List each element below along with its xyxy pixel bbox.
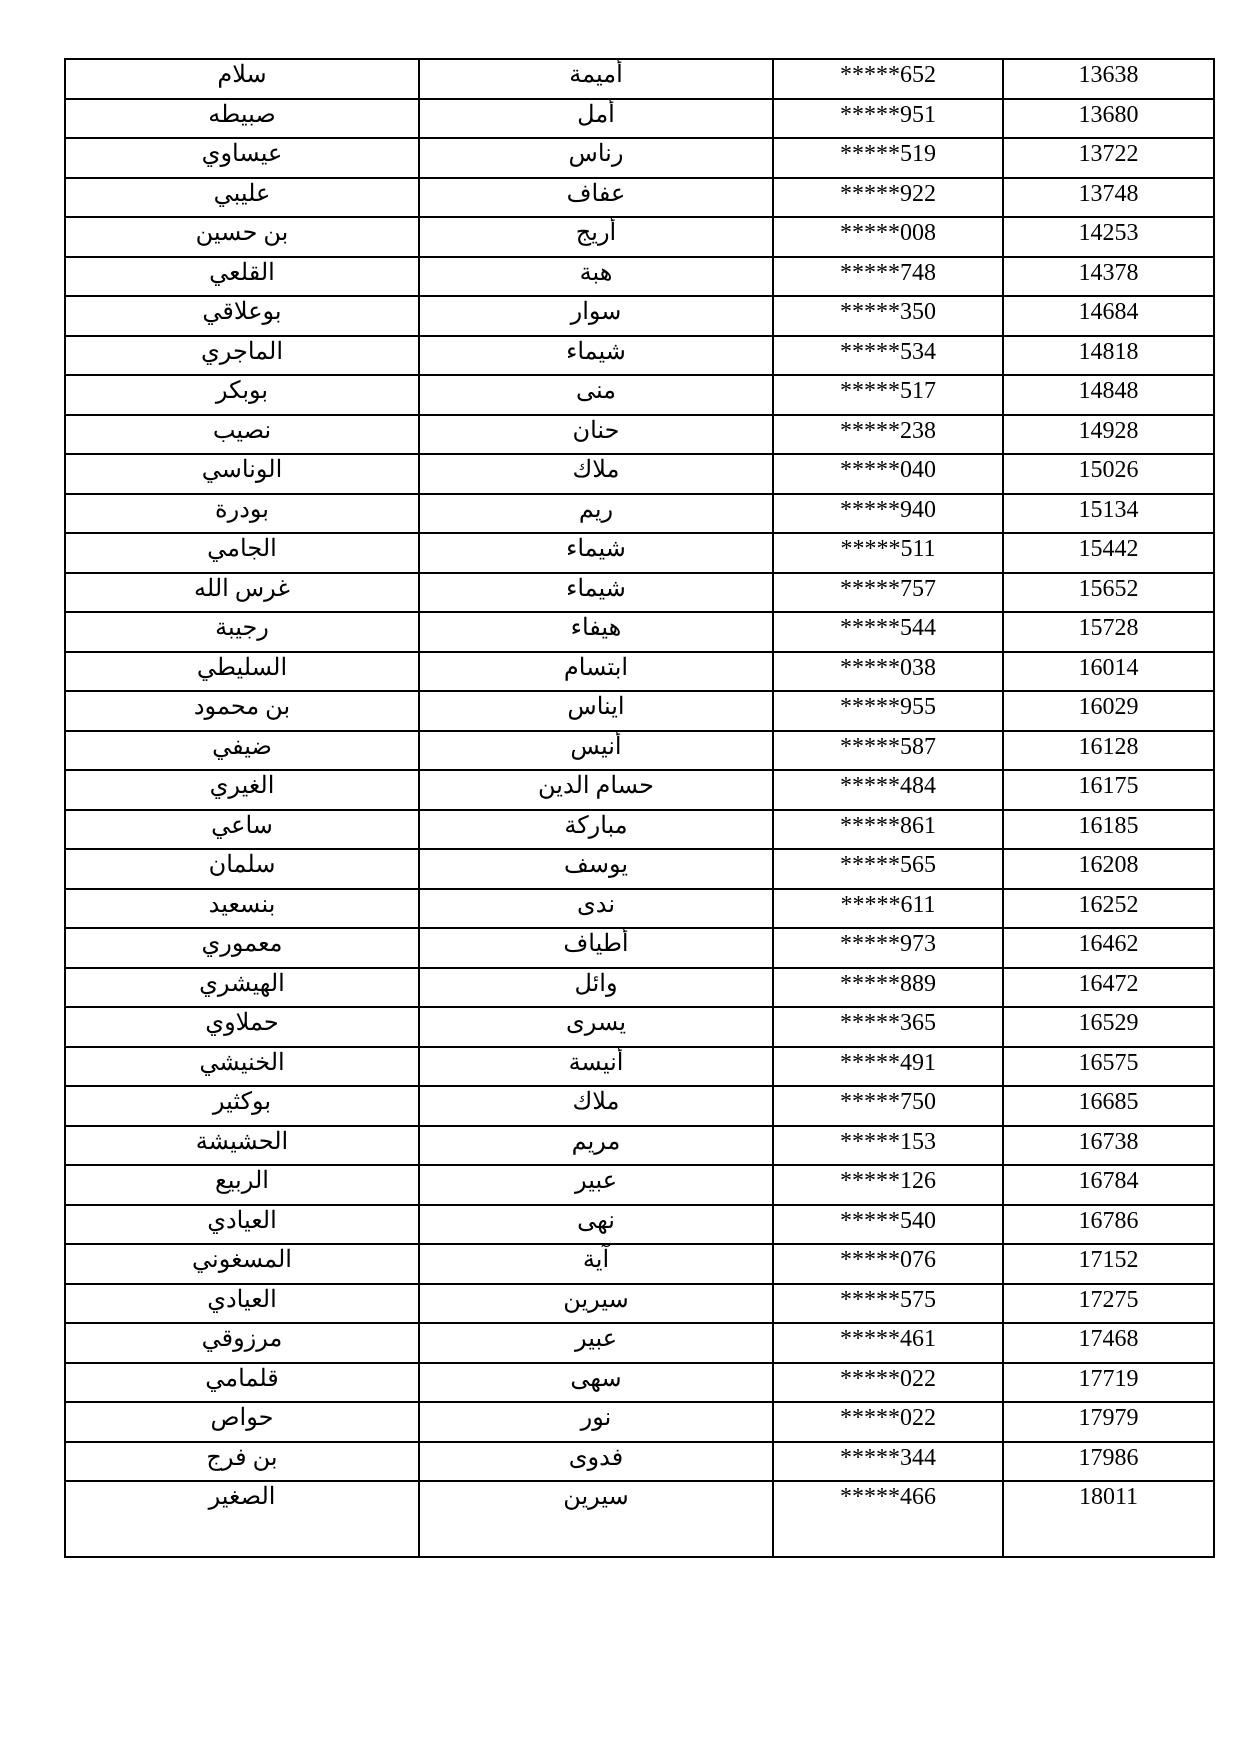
masked-id-cell: *****922 [773,178,1003,218]
table-row [65,1205,1214,1245]
masked-id-cell: *****750 [773,1086,1003,1126]
masked-id-cell: *****517 [773,375,1003,415]
surname-cell: بودرة [65,494,419,534]
surname-cell: رجيبة [65,612,419,652]
surname-cell: ساعي [65,810,419,850]
first-name-cell: سيرين [419,1284,773,1324]
number-cell: 16175 [1003,770,1214,810]
first-name-cell: مريم [419,1126,773,1166]
masked-id-cell: *****350 [773,296,1003,336]
number-cell: 17468 [1003,1323,1214,1363]
number-cell: 15026 [1003,454,1214,494]
number-cell: 16014 [1003,652,1214,692]
masked-id-cell: *****534 [773,336,1003,376]
table-row [65,1284,1214,1324]
number-cell: 13722 [1003,138,1214,178]
masked-id-cell: *****076 [773,1244,1003,1284]
number-cell: 17152 [1003,1244,1214,1284]
masked-id-cell: *****153 [773,1126,1003,1166]
surname-cell: بوبكر [65,375,419,415]
masked-id-cell: *****757 [773,573,1003,613]
first-name-cell: سهى [419,1363,773,1403]
surname-cell: عيساوي [65,138,419,178]
table-row [65,889,1214,929]
masked-id-cell: *****565 [773,849,1003,889]
table-row [65,415,1214,455]
number-cell: 14253 [1003,217,1214,257]
table-row [65,810,1214,850]
surname-cell: صبيطه [65,99,419,139]
surname-cell: العيادي [65,1284,419,1324]
first-name-cell: عبير [419,1165,773,1205]
first-name-cell: شيماء [419,533,773,573]
table-row [65,652,1214,692]
number-cell: 17719 [1003,1363,1214,1403]
masked-id-cell: *****022 [773,1363,1003,1403]
masked-id-cell: *****491 [773,1047,1003,1087]
first-name-cell: شيماء [419,336,773,376]
first-name-cell: هيفاء [419,612,773,652]
first-name-cell: ريم [419,494,773,534]
number-cell: 16786 [1003,1205,1214,1245]
first-name-cell: أريج [419,217,773,257]
surname-cell: الجامي [65,533,419,573]
table-row [65,1442,1214,1482]
first-name-cell: نور [419,1402,773,1442]
number-cell: 16685 [1003,1086,1214,1126]
surname-cell: بن حسين [65,217,419,257]
table-row [65,454,1214,494]
masked-id-cell: *****611 [773,889,1003,929]
first-name-cell: وائل [419,968,773,1008]
masked-id-cell: *****861 [773,810,1003,850]
number-cell: 16472 [1003,968,1214,1008]
number-cell: 14378 [1003,257,1214,297]
surname-cell: بن فرج [65,1442,419,1482]
number-cell: 14818 [1003,336,1214,376]
records-body [65,59,1214,1557]
first-name-cell: هبة [419,257,773,297]
surname-cell: عليبي [65,178,419,218]
first-name-cell: أطياف [419,928,773,968]
table-row [65,1244,1214,1284]
number-cell: 16252 [1003,889,1214,929]
table-row [65,257,1214,297]
surname-cell: نصيب [65,415,419,455]
first-name-cell: منى [419,375,773,415]
masked-id-cell: *****973 [773,928,1003,968]
masked-id-cell: *****652 [773,59,1003,99]
surname-cell: العيادي [65,1205,419,1245]
first-name-cell: آية [419,1244,773,1284]
table-row [65,691,1214,731]
number-cell: 16575 [1003,1047,1214,1087]
masked-id-cell: *****587 [773,731,1003,771]
surname-cell: الوناسي [65,454,419,494]
number-cell: 16529 [1003,1007,1214,1047]
masked-id-cell: *****889 [773,968,1003,1008]
surname-cell: الماجري [65,336,419,376]
first-name-cell: أمل [419,99,773,139]
surname-cell: الغيري [65,770,419,810]
first-name-cell: ابتسام [419,652,773,692]
surname-cell: سلمان [65,849,419,889]
first-name-cell: مباركة [419,810,773,850]
number-cell: 14848 [1003,375,1214,415]
first-name-cell: أنيس [419,731,773,771]
masked-id-cell: *****040 [773,454,1003,494]
surname-cell: ضيفي [65,731,419,771]
surname-cell: الحشيشة [65,1126,419,1166]
first-name-cell: سيرين [419,1481,773,1557]
first-name-cell: عبير [419,1323,773,1363]
table-row [65,99,1214,139]
table-row [65,1007,1214,1047]
surname-cell: الخنيشي [65,1047,419,1087]
surname-cell: السليطي [65,652,419,692]
table-row [65,59,1214,99]
number-cell: 15442 [1003,533,1214,573]
number-cell: 17986 [1003,1442,1214,1482]
table-row [65,138,1214,178]
masked-id-cell: *****484 [773,770,1003,810]
table-row [65,849,1214,889]
first-name-cell: عفاف [419,178,773,218]
first-name-cell: يوسف [419,849,773,889]
surname-cell: معموري [65,928,419,968]
masked-id-cell: *****940 [773,494,1003,534]
masked-id-cell: *****511 [773,533,1003,573]
first-name-cell: شيماء [419,573,773,613]
number-cell: 13680 [1003,99,1214,139]
number-cell: 15728 [1003,612,1214,652]
surname-cell: الربيع [65,1165,419,1205]
first-name-cell: حسام الدين [419,770,773,810]
table-row [65,1323,1214,1363]
first-name-cell: حنان [419,415,773,455]
number-cell: 15134 [1003,494,1214,534]
table-row [65,375,1214,415]
surname-cell: الهيشري [65,968,419,1008]
number-cell: 16128 [1003,731,1214,771]
masked-id-cell: *****544 [773,612,1003,652]
masked-id-cell: *****022 [773,1402,1003,1442]
surname-cell: سلام [65,59,419,99]
surname-cell: غرس الله [65,573,419,613]
number-cell: 13638 [1003,59,1214,99]
masked-id-cell: *****344 [773,1442,1003,1482]
first-name-cell: فدوى [419,1442,773,1482]
surname-cell: القلعي [65,257,419,297]
table-row [65,336,1214,376]
table-row [65,612,1214,652]
masked-id-cell: *****951 [773,99,1003,139]
number-cell: 14684 [1003,296,1214,336]
table-row [65,573,1214,613]
number-cell: 14928 [1003,415,1214,455]
number-cell: 16029 [1003,691,1214,731]
masked-id-cell: *****466 [773,1481,1003,1557]
number-cell: 16185 [1003,810,1214,850]
table-row [65,296,1214,336]
number-cell: 15652 [1003,573,1214,613]
first-name-cell: ايناس [419,691,773,731]
first-name-cell: أنيسة [419,1047,773,1087]
first-name-cell: ملاك [419,1086,773,1126]
table-row [65,533,1214,573]
table-row [65,217,1214,257]
masked-id-cell: *****038 [773,652,1003,692]
first-name-cell: ندى [419,889,773,929]
table-row [65,731,1214,771]
number-cell: 16784 [1003,1165,1214,1205]
table-row [65,178,1214,218]
first-name-cell: رناس [419,138,773,178]
table-row [65,1047,1214,1087]
table-row [65,770,1214,810]
first-name-cell: أميمة [419,59,773,99]
table-row [65,1402,1214,1442]
masked-id-cell: *****238 [773,415,1003,455]
surname-cell: حملاوي [65,1007,419,1047]
masked-id-cell: *****540 [773,1205,1003,1245]
number-cell: 18011 [1003,1481,1214,1557]
surname-cell: بوكثير [65,1086,419,1126]
surname-cell: مرزوقي [65,1323,419,1363]
number-cell: 16462 [1003,928,1214,968]
first-name-cell: سوار [419,296,773,336]
masked-id-cell: *****126 [773,1165,1003,1205]
surname-cell: الصغير [65,1481,419,1557]
masked-id-cell: *****748 [773,257,1003,297]
records-table [64,58,1215,1558]
table-row [65,1126,1214,1166]
number-cell: 13748 [1003,178,1214,218]
masked-id-cell: *****575 [773,1284,1003,1324]
first-name-cell: نهى [419,1205,773,1245]
first-name-cell: يسرى [419,1007,773,1047]
masked-id-cell: *****461 [773,1323,1003,1363]
masked-id-cell: *****365 [773,1007,1003,1047]
surname-cell: بوعلاقي [65,296,419,336]
table-row [65,1363,1214,1403]
number-cell: 16208 [1003,849,1214,889]
number-cell: 17979 [1003,1402,1214,1442]
surname-cell: بنسعيد [65,889,419,929]
table-row [65,968,1214,1008]
number-cell: 17275 [1003,1284,1214,1324]
number-cell: 16738 [1003,1126,1214,1166]
table-row [65,928,1214,968]
table-row [65,1481,1214,1557]
first-name-cell: ملاك [419,454,773,494]
table-row [65,1165,1214,1205]
surname-cell: قلمامي [65,1363,419,1403]
surname-cell: المسغوني [65,1244,419,1284]
masked-id-cell: *****008 [773,217,1003,257]
masked-id-cell: *****519 [773,138,1003,178]
surname-cell: بن محمود [65,691,419,731]
table-row [65,1086,1214,1126]
table-row [65,494,1214,534]
masked-id-cell: *****955 [773,691,1003,731]
surname-cell: حواص [65,1402,419,1442]
